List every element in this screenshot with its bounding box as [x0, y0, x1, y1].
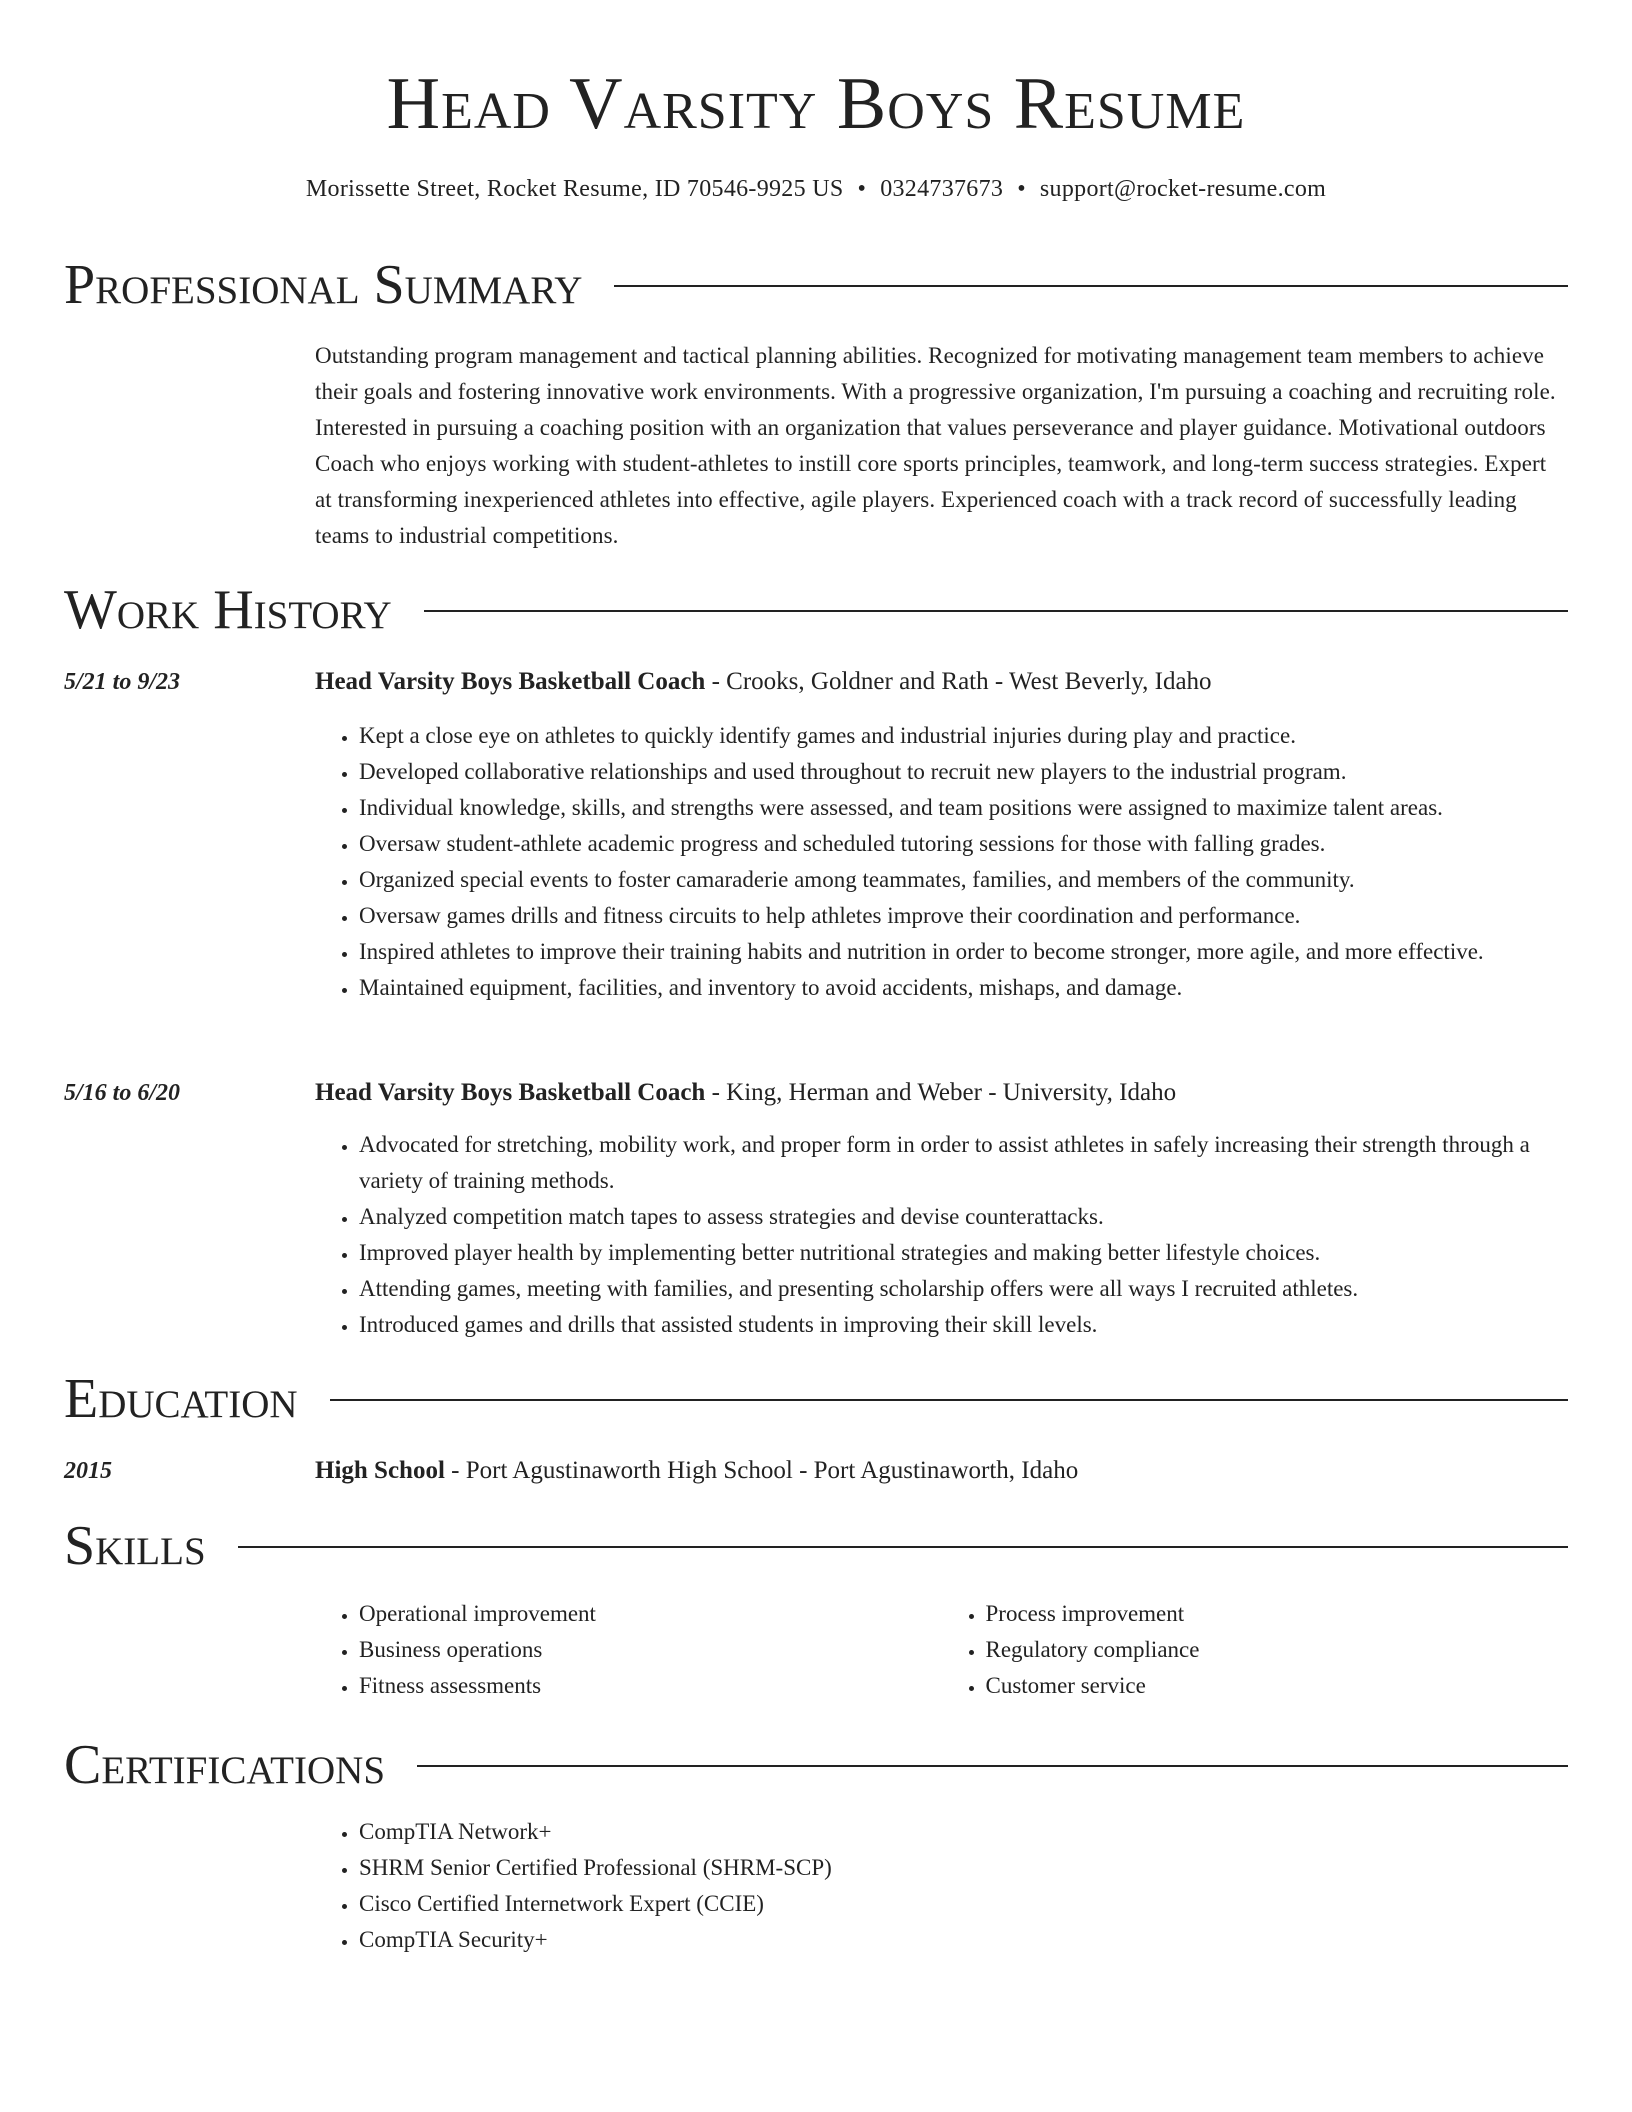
job-bullet: • Improved player health by implementing better nutritional strategies and making better lifestyle choices.	[359, 1235, 1568, 1271]
job-bullet: • Attending games, meeting with families, and presenting scholarship offers were all ways I recruited athletes.	[359, 1271, 1568, 1307]
skill-item: • Customer service	[986, 1668, 1569, 1704]
skill-item: • Regulatory compliance	[986, 1632, 1569, 1668]
job-bullet: • Organized special events to foster camaraderie among teammates, families, and members of the community.	[359, 862, 1568, 898]
certification-item: • Cisco Certified Internetwork Expert (CCIE)	[359, 1886, 1568, 1922]
job-bullet: • Analyzed competition match tapes to assess strategies and devise counterattacks.	[359, 1199, 1568, 1235]
section-header-education	[64, 1367, 1568, 1431]
job-bullet: • Advocated for stretching, mobility work, and proper form in order to assist athletes in safely increasing their strength through a variety of training methods.	[359, 1127, 1568, 1199]
contact-address: Morissette Street, Rocket Resume, ID 70546-9925 US	[305, 176, 844, 202]
education-school: - Port Agustinaworth High School - Port Agustinaworth, Idaho	[444, 1457, 1079, 1484]
job-bullet: • Kept a close eye on athletes to quickly identify games and industrial injuries during play and practice.	[359, 718, 1568, 754]
contact-separator: •	[1017, 176, 1026, 202]
section-title-education: Education	[64, 1368, 298, 1430]
education-year: 2015	[64, 1458, 112, 1484]
education-entry	[315, 1453, 1568, 1489]
skills-grid	[315, 1596, 1568, 1704]
job-role: Head Varsity Boys Basketball Coach	[315, 668, 706, 695]
section-divider	[417, 1765, 1568, 1767]
contact-phone: 0324737673	[880, 176, 1004, 202]
certification-item: • SHRM Senior Certified Professional (SHRM-SCP)	[359, 1850, 1568, 1886]
section-divider	[424, 610, 1568, 612]
contact-line	[0, 173, 1632, 205]
job-title-line	[315, 664, 1568, 700]
section-title-certifications: Certifications	[64, 1734, 386, 1796]
contact-separator: •	[857, 176, 867, 202]
skill-item: • Operational improvement	[359, 1596, 942, 1632]
education-line	[315, 1453, 1568, 1489]
section-header-certifications	[64, 1733, 1568, 1797]
section-divider	[330, 1399, 1568, 1401]
skill-item: • Fitness assessments	[359, 1668, 942, 1704]
summary-block	[315, 338, 1568, 554]
job-entry	[315, 1075, 1568, 1343]
section-divider	[238, 1546, 1568, 1548]
job-employer: - King, Herman and Weber - University, Idaho	[705, 1079, 1177, 1106]
job-bullet: • Oversaw student-athlete academic progress and scheduled tutoring sessions for those with falling grades.	[359, 826, 1568, 862]
job-entry	[315, 664, 1568, 1006]
skill-item: • Business operations	[359, 1632, 942, 1668]
certification-item: • CompTIA Security+	[359, 1922, 1568, 1958]
certifications-list	[315, 1814, 1568, 1958]
section-title-skills: Skills	[64, 1515, 206, 1577]
skill-item: • Process improvement	[986, 1596, 1569, 1632]
education-degree: High School	[315, 1457, 445, 1484]
certification-item: • CompTIA Network+	[359, 1814, 1568, 1850]
job-dates: 5/16 to 6/20	[64, 1080, 181, 1106]
section-header-work-history	[64, 578, 1568, 642]
section-divider	[614, 285, 1568, 287]
job-bullet-list	[315, 1127, 1568, 1343]
job-role: Head Varsity Boys Basketball Coach	[315, 1079, 706, 1106]
skills-block	[315, 1596, 1568, 1704]
job-bullet: • Developed collaborative relationships and used throughout to recruit new players to the industrial program.	[359, 754, 1568, 790]
section-header-skills	[64, 1514, 1568, 1578]
job-dates: 5/21 to 9/23	[64, 669, 181, 695]
job-bullet: • Introduced games and drills that assisted students in improving their skill levels.	[359, 1307, 1568, 1343]
section-title-summary: Professional Summary	[64, 254, 583, 316]
summary-text: Outstanding program management and tactical planning abilities. Recognized for motivating management team members to achieve their goals and fostering innovative work environments. With a progressive organization, I'm pursuing a coaching and recruiting role. Interested in pursuing a coaching position with an organization that values perseverance and player guidance. Motivational outdoors Coach who enjoys working with student-athletes to instill core sports principles, teamwork, and long-term success strategies. Expert at transforming inexperienced athletes into effective, agile players. Experienced coach with a track record of successfully leading teams to industrial competitions.	[315, 343, 1556, 548]
job-bullet: • Oversaw games drills and fitness circuits to help athletes improve their coordination and performance.	[359, 898, 1568, 934]
job-employer: - Crooks, Goldner and Rath - West Beverly, Idaho	[705, 668, 1212, 695]
job-bullet: • Inspired athletes to improve their training habits and nutrition in order to become stronger, more agile, and more effective.	[359, 934, 1568, 970]
job-bullet-list	[315, 718, 1568, 1006]
skills-list-right	[942, 1596, 1569, 1704]
resume-title: Head Varsity Boys Resume	[386, 63, 1246, 145]
certifications-block	[315, 1814, 1568, 1958]
section-header-summary	[64, 253, 1568, 317]
job-bullet: • Maintained equipment, facilities, and inventory to avoid accidents, mishaps, and damage.	[359, 970, 1568, 1006]
contact-email[interactable]: support@rocket-resume.com	[1039, 176, 1327, 202]
job-bullet: • Individual knowledge, skills, and strengths were assessed, and team positions were assigned to maximize talent areas.	[359, 790, 1568, 826]
section-title-work-history: Work History	[64, 579, 392, 641]
skills-list-left	[315, 1596, 942, 1704]
job-title-line	[315, 1075, 1568, 1111]
